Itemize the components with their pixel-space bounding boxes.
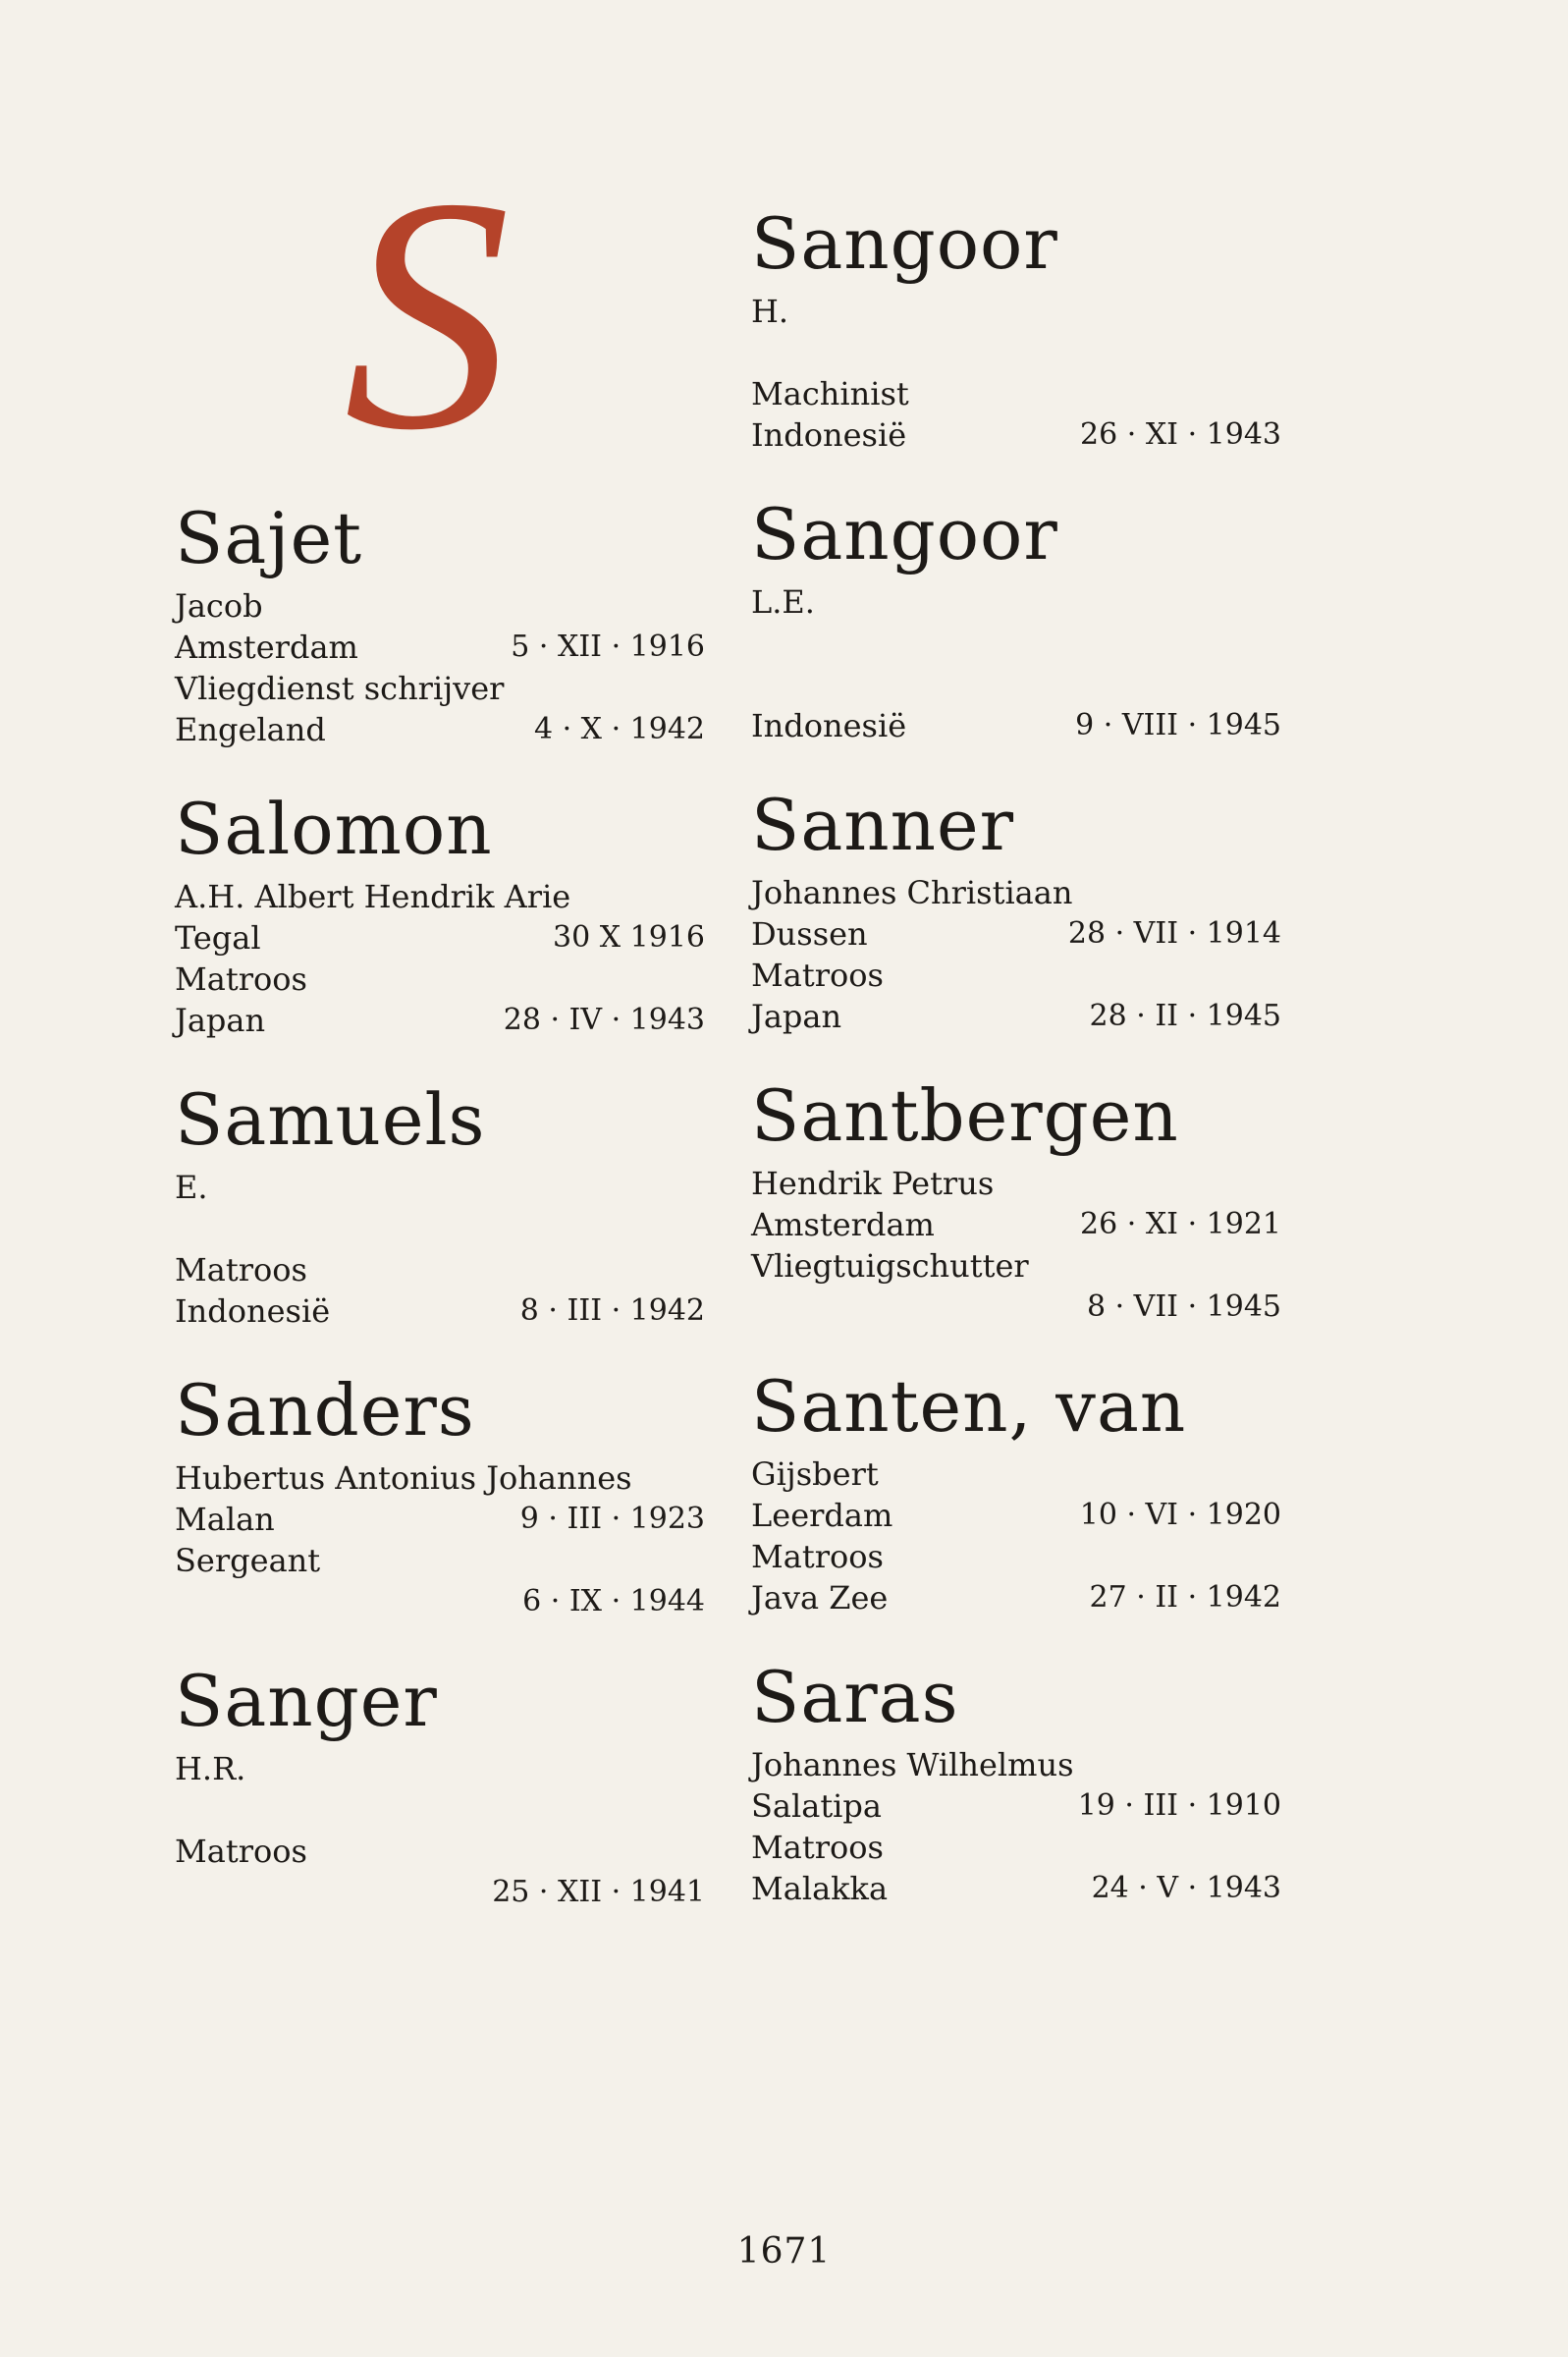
line-text: Tegal	[175, 919, 261, 957]
line-text: Indonesië	[751, 416, 907, 454]
right-column	[751, 196, 1281, 1941]
left-column	[175, 491, 705, 1945]
surname: Sanger	[175, 1660, 438, 1742]
surname: Samuels	[175, 1078, 486, 1161]
entry-line	[175, 1872, 705, 1913]
entry-line	[751, 581, 1281, 623]
entry-line	[751, 1827, 1281, 1868]
line-date: 28 · VII · 1914	[1067, 916, 1281, 951]
line-date: 28 · IV · 1943	[503, 1003, 705, 1037]
line-text: Johannes Wilhelmus	[751, 1746, 1074, 1783]
surname: Sangoor	[751, 202, 1058, 285]
line-text: Matroos	[751, 1538, 884, 1575]
entry-line	[751, 1245, 1281, 1287]
entry-line	[175, 1167, 705, 1208]
line-date: 8 · III · 1942	[519, 1293, 705, 1328]
line-text: Matroos	[175, 960, 307, 998]
entry-line	[175, 668, 705, 709]
entry-line	[751, 623, 1281, 664]
entry-line	[751, 332, 1281, 373]
entry-line	[175, 1581, 705, 1622]
line-date: 26 · XI · 1921	[1080, 1207, 1281, 1241]
line-text: Sergeant	[175, 1542, 321, 1579]
entry	[751, 778, 1281, 1069]
entry-line	[175, 1000, 705, 1041]
entry-line	[175, 709, 705, 750]
entry	[751, 1069, 1281, 1359]
entry	[175, 1072, 705, 1363]
line-date: 19 · III · 1910	[1077, 1788, 1281, 1823]
line-text: Malan	[175, 1501, 275, 1538]
line-text: Salatipa	[751, 1787, 882, 1825]
line-date: 27 · II · 1942	[1089, 1580, 1281, 1615]
line-text: E.	[175, 1169, 208, 1206]
line-text: Matroos	[175, 1833, 307, 1870]
line-text: Hubertus Antonius Johannes	[175, 1459, 632, 1497]
line-text: Dussen	[751, 915, 868, 953]
line-text: Jacob	[175, 587, 263, 625]
entry-line	[175, 917, 705, 959]
entry-line	[175, 1499, 705, 1540]
entry	[175, 491, 705, 782]
surname: Sanders	[175, 1369, 475, 1452]
surname: Santen, van	[751, 1365, 1187, 1448]
line-date: 9 · III · 1923	[519, 1502, 705, 1536]
entry-line	[175, 1249, 705, 1290]
decorative-initial: S	[344, 129, 511, 499]
entry-line	[751, 373, 1281, 414]
line-text: Hendrik Petrus	[751, 1165, 995, 1202]
entry-line	[751, 1744, 1281, 1785]
entry-line	[175, 959, 705, 1000]
entry-line	[751, 913, 1281, 955]
line-date: 30 X 1916	[553, 920, 705, 955]
entry-line	[175, 1290, 705, 1332]
entry-line	[175, 1208, 705, 1249]
surname: Sangoor	[751, 493, 1058, 576]
line-text: Leerdam	[751, 1497, 893, 1534]
surname: Santbergen	[751, 1074, 1179, 1157]
line-date: 9 · VIII · 1945	[1075, 708, 1281, 742]
entry-line	[751, 1163, 1281, 1204]
line-date: 10 · VI · 1920	[1079, 1498, 1281, 1532]
entry-line	[175, 1540, 705, 1581]
line-text: Indonesië	[751, 707, 907, 744]
entry	[175, 1654, 705, 1945]
line-text: Vliegdienst schrijver	[175, 670, 505, 707]
line-date: 6 · IX · 1944	[522, 1584, 705, 1618]
line-text: Java Zee	[751, 1579, 889, 1617]
line-text: A.H. Albert Hendrik Arie	[175, 878, 571, 915]
entry	[175, 1363, 705, 1654]
line-text: Japan	[175, 1002, 266, 1039]
line-date: 5 · XII · 1916	[511, 630, 705, 664]
line-date: 8 · VII · 1945	[1086, 1289, 1281, 1324]
line-date: 4 · X · 1942	[533, 712, 705, 746]
entry-line	[175, 1457, 705, 1499]
entry-line	[175, 627, 705, 668]
surname: Salomon	[175, 788, 493, 870]
surname: Sanner	[751, 784, 1015, 866]
entry-line	[751, 872, 1281, 913]
entry	[751, 1650, 1281, 1941]
entry-line	[175, 1831, 705, 1872]
line-text: L.E.	[751, 583, 815, 621]
entry-line	[751, 1204, 1281, 1245]
entry	[751, 196, 1281, 487]
line-text: Matroos	[751, 957, 884, 994]
line-date: 26 · XI · 1943	[1080, 417, 1281, 452]
entry-line	[175, 876, 705, 917]
line-text: Matroos	[175, 1251, 307, 1288]
line-text: Johannes Christiaan	[751, 874, 1073, 911]
line-text: Amsterdam	[175, 629, 358, 666]
entry-line	[751, 1868, 1281, 1909]
line-text: Amsterdam	[751, 1206, 935, 1243]
entry-line	[751, 1577, 1281, 1618]
entry-line	[751, 996, 1281, 1037]
entry	[751, 487, 1281, 778]
entry-line	[751, 1536, 1281, 1577]
line-text: Gijsbert	[751, 1455, 879, 1493]
page-number: 1671	[736, 2231, 832, 2272]
entry	[751, 1359, 1281, 1650]
entry-line	[751, 705, 1281, 746]
entry-line	[751, 664, 1281, 705]
line-text: Vliegtuigschutter	[751, 1247, 1029, 1285]
line-text: H.R.	[175, 1750, 246, 1787]
entry-line	[751, 1785, 1281, 1827]
entry-line	[751, 414, 1281, 456]
entry-line	[751, 291, 1281, 332]
entry-line	[751, 955, 1281, 996]
entry-line	[751, 1287, 1281, 1328]
line-date: 24 · V · 1943	[1091, 1871, 1281, 1905]
line-text: Malakka	[751, 1870, 889, 1907]
entry-line	[751, 1453, 1281, 1495]
line-date: 25 · XII · 1941	[492, 1875, 705, 1909]
line-text: Engeland	[175, 711, 326, 748]
line-text: Japan	[751, 998, 842, 1035]
entry-line	[175, 585, 705, 627]
entry-line	[751, 1495, 1281, 1536]
surname: Saras	[751, 1656, 959, 1738]
entry-line	[175, 1748, 705, 1789]
entry-line	[175, 1789, 705, 1831]
line-text: Matroos	[751, 1829, 884, 1866]
line-date: 28 · II · 1945	[1089, 999, 1281, 1033]
line-text: H.	[751, 293, 789, 330]
surname: Sajet	[175, 497, 363, 579]
line-text: Machinist	[751, 375, 909, 412]
entry	[175, 782, 705, 1072]
line-text: Indonesië	[175, 1292, 331, 1330]
